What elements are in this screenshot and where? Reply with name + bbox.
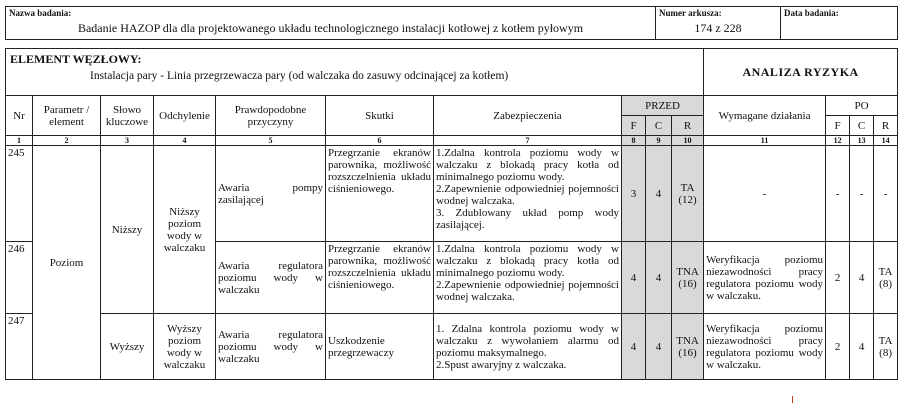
sheet-number-cell (656, 7, 781, 40)
col-safeguards-header: Zabezpieczenia (434, 96, 622, 136)
row-number: 247 (6, 314, 33, 380)
col-actions-header: Wymagane działania (704, 96, 826, 136)
safeguard-item: 2.Zapewnienie odpowiedniej pojemności wodnej walczaka. (436, 279, 619, 303)
row-number: 245 (6, 146, 33, 242)
col-number: 3 (101, 136, 154, 146)
safeguard-item: 2.Spust awaryjny z walczaka. (436, 359, 567, 371)
col-before-header: PRZED (622, 96, 704, 116)
effect-cell: Przegrzanie ekranów parownika, możliwość rozszczelnienia układu ciśnieniowego. (326, 242, 434, 314)
safeguard-item: 1.Zdalna kontrola poziomu wody w walczaku z blokadą pracy kotła od minimalnego poziomu wody. (436, 243, 619, 279)
study-name-label: Nazwa badania: (9, 8, 72, 18)
consequence-after: 4 (850, 314, 874, 380)
sheet-number-label: Numer arkusza: (659, 8, 722, 18)
col-number: 14 (874, 136, 898, 146)
col-nr-header: Nr (6, 96, 33, 136)
frequency-before: 4 (622, 242, 646, 314)
col-number: 7 (434, 136, 622, 146)
col-c-after: C (850, 116, 874, 136)
node-cell (6, 49, 704, 96)
risk-after-score: (8) (879, 347, 892, 359)
row-number: 246 (6, 242, 33, 314)
risk-before-class: TA (680, 182, 695, 194)
risk-before (672, 242, 704, 314)
consequence-before: 4 (646, 314, 672, 380)
study-name-cell (6, 7, 656, 40)
risk-after (874, 146, 898, 242)
keyword-cell: Niższy (101, 146, 154, 314)
hazop-table (5, 48, 898, 380)
risk-after-class: - (883, 188, 888, 200)
table-row (6, 146, 898, 242)
cause-cell: Awaria regulatora poziomu wody w walczaku (216, 314, 326, 380)
col-c-before: C (646, 116, 672, 136)
action-cell: Weryfikacja poziomu niezawodności pracy regulatora poziomu wody w walczaku. (704, 314, 826, 380)
risk-before-score: (16) (678, 278, 697, 290)
col-r-before: R (672, 116, 704, 136)
col-number: 5 (216, 136, 326, 146)
col-deviation-header: Odchylenie (154, 96, 216, 136)
col-f-after: F (826, 116, 850, 136)
safeguard-item: 2.Zapewnienie odpowiedniej pojemności wodnej walczaka. (436, 183, 619, 207)
action-cell: Weryfikacja poziomu niezawodności pracy regulatora poziomu wody w walczaku. (704, 242, 826, 314)
deviation-cell: Niższy poziom wody w walczaku (154, 146, 216, 314)
study-header (5, 6, 898, 40)
risk-after (874, 242, 898, 314)
safeguards-cell (434, 242, 622, 314)
col-number: 8 (622, 136, 646, 146)
col-parameter-header: Parametr / element (33, 96, 101, 136)
risk-after-score: (8) (879, 278, 892, 290)
risk-analysis-title: ANALIZA RYZYKA (704, 49, 898, 96)
col-effects-header: Skutki (326, 96, 434, 136)
study-date-label: Data badania: (784, 8, 839, 18)
consequence-after: - (850, 146, 874, 242)
sheet-number-value: 174 z 228 (694, 21, 742, 35)
risk-after (874, 314, 898, 380)
col-r-after: R (874, 116, 898, 136)
col-number: 2 (33, 136, 101, 146)
risk-before-class: TNA (676, 335, 699, 347)
study-date-cell (781, 7, 898, 40)
frequency-after: 2 (826, 314, 850, 380)
effect-cell: Przegrzanie ekranów parownika, możliwość rozszczelnienia układu ciśnieniowego. (326, 146, 434, 242)
risk-before (672, 314, 704, 380)
risk-before-score: (16) (678, 347, 697, 359)
study-name-value: Badanie HAZOP dla dla projektowanego układu technologicznego instalacji kotłowej z kotłem pyłowym (77, 21, 584, 35)
col-number: 11 (704, 136, 826, 146)
frequency-after: 2 (826, 242, 850, 314)
col-number: 4 (154, 136, 216, 146)
action-cell: - (704, 146, 826, 242)
deviation-cell: Wyższy poziom wody w walczaku (154, 314, 216, 380)
cause-cell: Awaria regulatora poziomu wody w walczaku (216, 242, 326, 314)
node-label: ELEMENT WĘZŁOWY: (10, 52, 142, 66)
col-number: 6 (326, 136, 434, 146)
safeguard-item: 1.Zdalna kontrola poziomu wody w walczaku z blokadą pracy kotła od minimalnego poziomu wody. (436, 147, 619, 183)
col-number: 1 (6, 136, 33, 146)
col-number: 13 (850, 136, 874, 146)
frequency-after: - (826, 146, 850, 242)
safeguard-item: 1. Zdalna kontrola poziomu wody w walczaku z wywołaniem alarmu od poziomu maksymalnego. (436, 323, 619, 359)
parameter-cell: Poziom (33, 146, 101, 380)
risk-before-class: TNA (676, 266, 699, 278)
consequence-before: 4 (646, 242, 672, 314)
cause-cell: Awaria pompy zasilającej (216, 146, 326, 242)
risk-after-class: TA (878, 335, 893, 347)
consequence-after: 4 (850, 242, 874, 314)
col-f-before: F (622, 116, 646, 136)
col-number: 10 (672, 136, 704, 146)
safeguards-cell (434, 314, 622, 380)
risk-before-score: (12) (678, 194, 697, 206)
col-keyword-header: Słowo kluczowe (101, 96, 154, 136)
risk-before (672, 146, 704, 242)
table-row (6, 314, 898, 380)
consequence-before: 4 (646, 146, 672, 242)
col-after-header: PO (826, 96, 898, 116)
effect-cell: Uszkodzenie przegrzewaczy (326, 314, 434, 380)
frequency-before: 4 (622, 314, 646, 380)
margin-tick-mark (792, 396, 793, 403)
frequency-before: 3 (622, 146, 646, 242)
risk-after-class: TA (878, 266, 893, 278)
column-number-row (6, 136, 898, 146)
col-number: 9 (646, 136, 672, 146)
col-number: 12 (826, 136, 850, 146)
node-description: Instalacja pary - Linia przegrzewacza pary (od walczaka do zasuwy odcinającej za kotłem) (90, 70, 509, 82)
col-causes-header: Prawdopodobne przyczyny (216, 96, 326, 136)
safeguard-item: 3. Zdublowany układ pomp wody zasilającej. (436, 207, 619, 231)
safeguards-cell (434, 146, 622, 242)
keyword-cell: Wyższy (101, 314, 154, 380)
